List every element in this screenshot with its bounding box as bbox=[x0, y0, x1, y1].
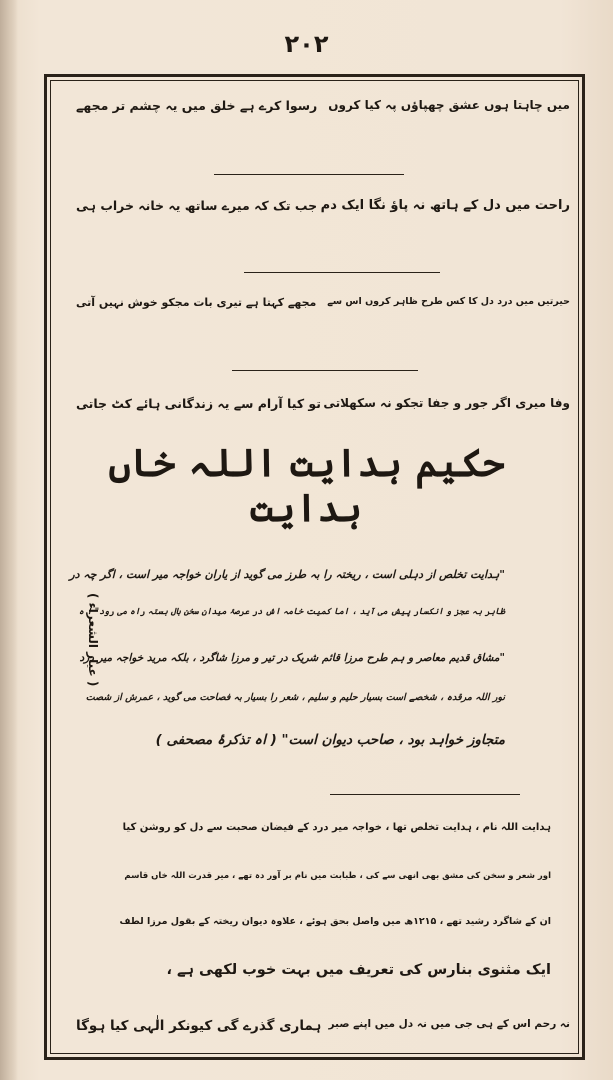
couplet-3-misra-2: مجھے کہتا ہے تیری بات مجکو خوش نہیں آتی bbox=[76, 296, 317, 309]
body-line-3: ان کے شاگرد رشید تھے ، ۱۲۱۵ھ میں واصل بحق ہوئے ، علاوہ دیوان ریختہ کے بقول مرزا لطف bbox=[119, 916, 551, 927]
margin-note: ( عیار الشعراء ) bbox=[86, 592, 100, 686]
final-couplet-misra-1: نہ رحم اس کے ہی جی میں نہ دل میں اپنے صبر bbox=[328, 1018, 570, 1030]
final-couplet bbox=[58, 1012, 576, 1048]
body-line-4: ایک مثنوی بنارس کی تعریف میں بہت خوب لکھی ہے ، bbox=[166, 962, 551, 978]
quote-line-5: متجاوز خواہد بود ، صاحب دیوان است" ( اہ تذکرۂ مصحفی ) bbox=[155, 732, 505, 748]
final-couplet-misra-2: ہماری گذرے گی کیونکر الٰہی کیا ہوگا bbox=[76, 1018, 322, 1034]
couplet-2 bbox=[58, 192, 576, 228]
couplet-divider-1 bbox=[214, 174, 404, 175]
couplet-4-misra-2: تو کیا آرام سے یہ زندگانی ہائے کٹ جاتی bbox=[76, 396, 321, 411]
couplet-1 bbox=[58, 92, 576, 128]
couplet-divider-3 bbox=[232, 370, 418, 371]
quote-line-2: ظاہر بہ عجز و انکسار پیش می آید ، اما کمیت خامہ اش در عرصۂ میدان سخن بال بستہ راہ می رود" ا ہ bbox=[78, 607, 505, 617]
quote-line-4: نور اللہ مرقدہ ، شخصے است بسیار حلیم و سلیم ، شعر را بسیار بہ فصاحت می گوید ، عمرش از شصت bbox=[85, 692, 505, 703]
couplet-divider-2 bbox=[244, 272, 440, 273]
page-number: ۲۰۲ bbox=[284, 30, 329, 58]
couplet-1-misra-2: رسوا کرے ہے خلق میں یہ چشم تر مجھے bbox=[76, 98, 318, 113]
couplet-2-misra-2: جب تک کہ میرے ساتھ یہ خانہ خراب ہی bbox=[76, 198, 318, 213]
couplet-3 bbox=[58, 290, 576, 326]
binding-gutter bbox=[0, 0, 18, 1080]
quote-line-3: "مشاق قدیم معاصر و ہم طرح مرزا قائم شریک در تیر و مرزا شاگرد ، بلکہ مرید خواجہ میر درد bbox=[79, 652, 505, 664]
couplet-1-misra-1: میں چاہتا ہوں عشق چھپاؤں پہ کیا کروں bbox=[328, 98, 570, 112]
body-line-1: ہدایت اللہ نام ، ہدایت تخلص تھا ، خواجہ میر درد کے فیضان صحبت سے دل کو روشن کیا bbox=[122, 822, 551, 833]
couplet-4 bbox=[58, 390, 576, 426]
couplet-2-misra-1: راحت میں دل کے ہاتھ نہ پاؤ نگا ایک دم bbox=[320, 198, 570, 213]
couplet-4-misra-1: وفا میری اگر جور و جفا تجکو نہ سکھلاتی bbox=[323, 396, 570, 410]
body-line-2: اور شعر و سخن کی مشق بھی انھی سے کی ، طبابت میں نام بر آور دہ تھے ، میر قدرت اللہ خاں قاسم bbox=[124, 871, 551, 881]
section-separator bbox=[330, 794, 520, 795]
poet-heading: حکیم ہدایت اللہ خاں ہدایت bbox=[108, 440, 505, 530]
quote-line-1: "ہدایت تخلص از دہلی است ، ریختہ را بہ طرز می گوید از یاران خواجہ میر است ، اگر چہ در bbox=[69, 568, 505, 581]
couplet-3-misra-1: حیرتیں میں درد دل کا کس طرح ظاہر کروں اس سے bbox=[327, 296, 570, 307]
